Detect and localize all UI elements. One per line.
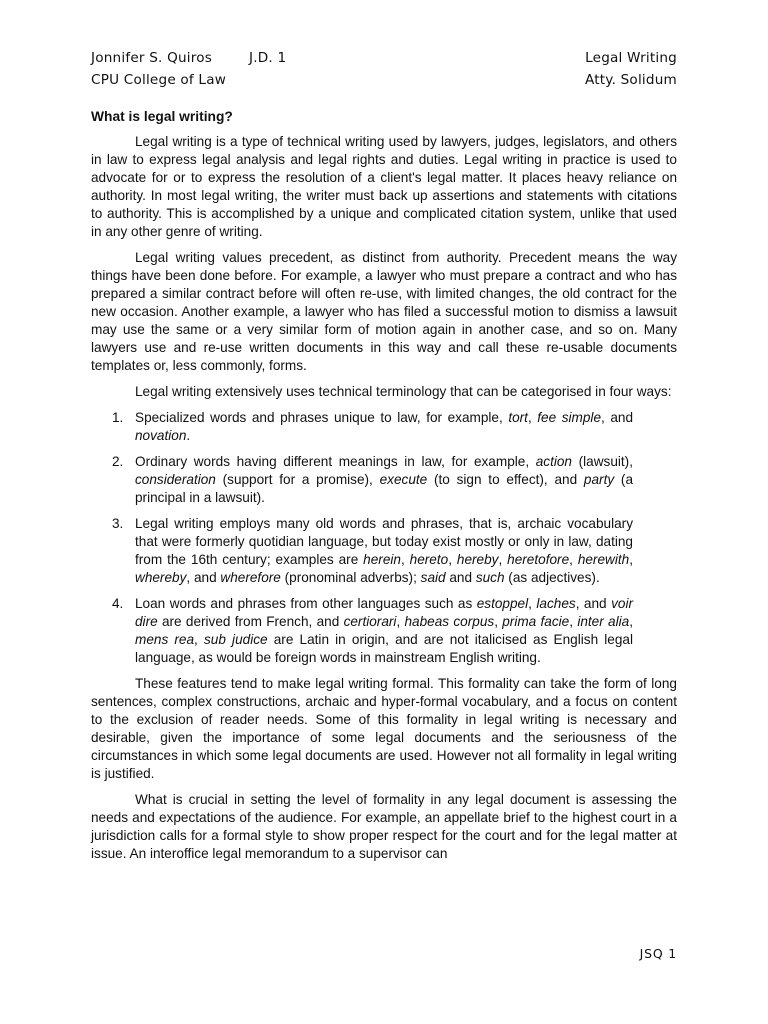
list-text: and (445, 570, 476, 585)
list-number: 2. (112, 454, 124, 469)
list-number: 4. (112, 596, 124, 611)
paragraph: These features tend to make legal writing formal. This formality can take the form of long sentences, complex constructions, archaic and hyper-formal vocabulary, and a focus on content to the exclusion of reader needs. Some of this formality in legal writing is necessary and desirable, given the importance of some legal documents and the seriousness of the circumstances in which some legal documents are used. However not all formality in legal writing is justified. (91, 676, 677, 781)
list-text: , (629, 614, 633, 629)
year-level: J.D. 1 (249, 50, 287, 66)
list-text: , (569, 552, 578, 567)
italic-term: execute (379, 472, 428, 487)
section-heading: What is legal writing? (91, 109, 233, 124)
italic-term: consideration (135, 472, 216, 487)
italic-term: herewith (577, 552, 630, 567)
list-text: , (569, 614, 578, 629)
list-text: Loan words and phrases from other languages such as (135, 596, 477, 611)
list-text: Legal writing employs many old words and phrases, that is, archaic vocabulary that were formerly quotidian language, but today exist mostly or only in law, dating from the 16th century; examples are (135, 516, 633, 567)
list-text: , (498, 552, 508, 567)
italic-term: mens rea (135, 632, 195, 647)
page-footer: JSQ 1 (639, 946, 677, 961)
italic-term: hereby (456, 552, 499, 567)
italic-term: action (535, 454, 572, 469)
list-number: 3. (112, 516, 124, 531)
list-text: , (400, 552, 410, 567)
list-text: Specialized words and phrases unique to law, for example, (135, 410, 509, 425)
student-name: Jonnifer S. Quiros (91, 50, 213, 66)
list-text: (a principal in a lawsuit). (135, 472, 634, 505)
italic-term: laches (536, 596, 576, 611)
list-text: (pronominal adverbs); (280, 570, 421, 585)
italic-term: fee simple (537, 410, 602, 425)
list-number: 1. (112, 410, 124, 425)
list-item (91, 595, 677, 667)
list-text: , and (186, 570, 221, 585)
italic-term: habeas corpus (404, 614, 495, 629)
italic-term: heretofore (507, 552, 570, 567)
list-text: , (194, 632, 204, 647)
list-item (91, 409, 677, 445)
italic-term: wherefore (220, 570, 281, 585)
italic-term: herein (363, 552, 401, 567)
list-text: , (527, 410, 538, 425)
list-text: are Latin in origin, and are not italicised as English legal language, as would be foreign words in mainstream English writing. (135, 632, 633, 665)
italic-term: estoppel (476, 596, 529, 611)
list-item (91, 453, 677, 507)
list-text: (to sign to effect), and (427, 472, 584, 487)
list-text: (support for a promise), (215, 472, 380, 487)
paragraph: Legal writing is a type of technical writing used by lawyers, judges, legislators, and others in law to express legal analysis and legal rights and duties. Legal writing in practice is used to advocate for or to express the resolution of a client's legal matter. It places heavy reliance on authority. In most legal writing, the writer must back up assertions and statements with citations to authority. This is accomplished by a unique and complicated citation system, unlike that used in any other genre of writing. (91, 134, 677, 239)
list-text: , and (575, 596, 612, 611)
paragraph: Legal writing extensively uses technical terminology that can be categorised in four ways: (135, 384, 672, 399)
course-name: Legal Writing (585, 50, 677, 66)
list-text: , (494, 614, 503, 629)
terminology-list (91, 409, 677, 667)
italic-term: inter alia (577, 614, 630, 629)
list-text: (lawsuit), (572, 454, 633, 469)
list-text: , (448, 552, 457, 567)
paragraph: Legal writing values precedent, as distinct from authority. Precedent means the way things have been done before. For example, a lawyer who must prepare a contract and who has prepared a similar contract before will often re-use, with limited changes, the old contract for the new occasion. Another example, a lawyer who has filed a successful motion to dismiss a lawsuit may use the same or a very similar form of motion again in another case, and so on. Many lawyers use and re-use written documents in this way and call these re-usable documents templates or, less commonly, forms. (91, 250, 677, 373)
list-text: , (528, 596, 537, 611)
list-text: are derived from French, and (157, 614, 344, 629)
italic-term: hereto (409, 552, 449, 567)
italic-term: novation (135, 428, 187, 443)
italic-term: party (583, 472, 615, 487)
professor-name: Atty. Solidum (584, 72, 677, 88)
paragraph: What is crucial in setting the level of formality in any legal document is assessing the needs and expectations of the audience. For example, an appellate brief to the highest court in a jurisdiction calls for a formal style to show proper respect for the court and for the legal matter at issue. An interoffice legal memorandum to a supervisor can (91, 792, 677, 861)
list-text: , (629, 552, 633, 567)
document-body (91, 108, 677, 871)
italic-term: such (475, 570, 505, 585)
italic-term: prima facie (502, 614, 570, 629)
list-text: Ordinary words having different meanings in law, for example, (135, 454, 536, 469)
list-text: , and (601, 410, 634, 425)
italic-term: voir dire (135, 596, 633, 629)
italic-term: said (420, 570, 446, 585)
italic-term: whereby (135, 570, 187, 585)
list-text: , (396, 614, 405, 629)
italic-term: certiorari (343, 614, 397, 629)
italic-term: tort (508, 410, 528, 425)
list-text: (as adjectives). (504, 570, 600, 585)
list-text: . (186, 428, 191, 443)
school-name: CPU College of Law (91, 72, 227, 88)
italic-term: sub judice (203, 632, 268, 647)
list-item (91, 515, 677, 587)
